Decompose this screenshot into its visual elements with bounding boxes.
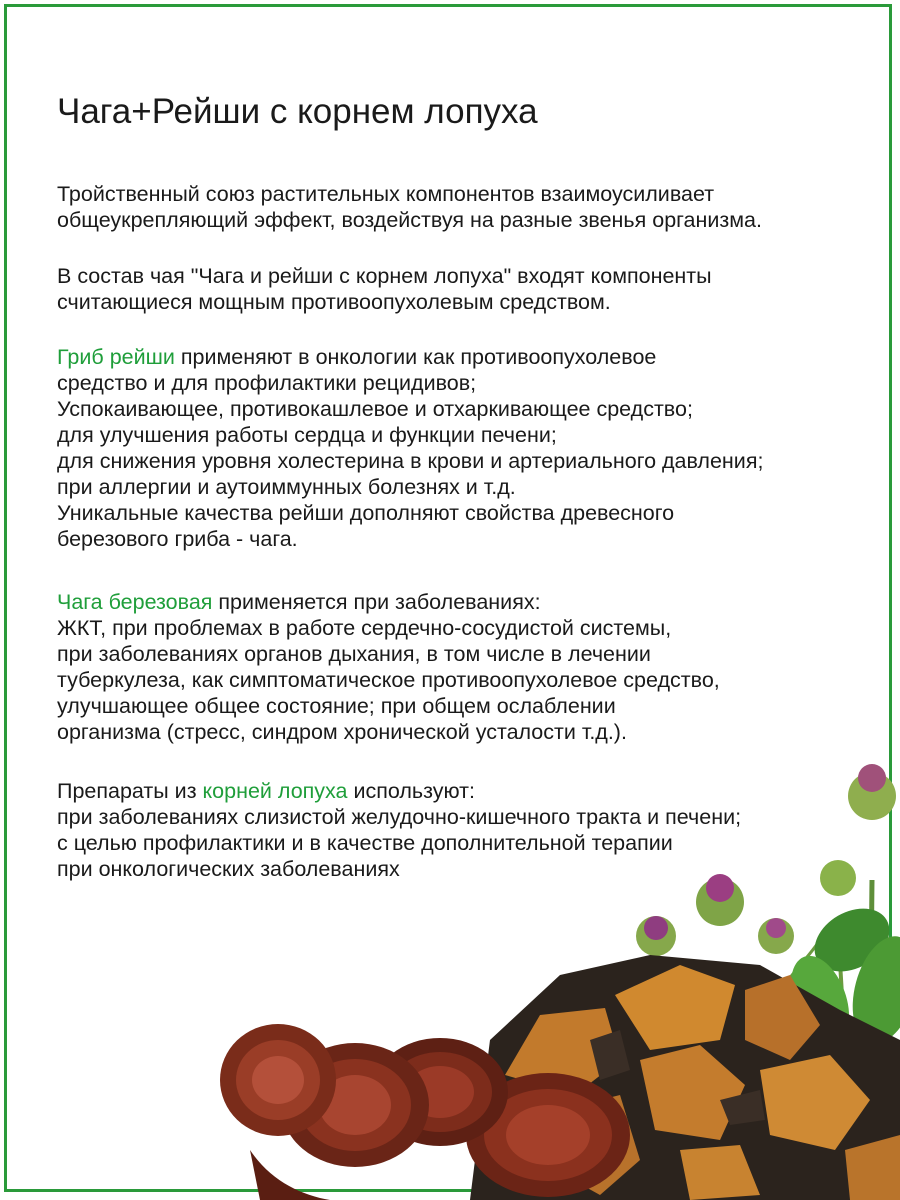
reishi-line: при аллергии и аутоиммунных болезнях и т.д. [57,475,516,499]
reishi-line: средство и для профилактики рецидивов; [57,371,477,395]
burdock-suffix: используют: [347,779,475,803]
reishi-highlight: Гриб рейши [57,345,175,369]
herbs-illustration [0,740,900,1200]
composition-paragraph [57,263,712,315]
composition-line: считающиеся мощным противоопухолевым средством. [57,290,611,314]
burdock-line: при онкологических заболеваниях [57,857,400,881]
chaga-line: организма (стресс, синдром хронической усталости т.д.). [57,720,627,744]
reishi-line: березового гриба - чага. [57,527,298,551]
chaga-line: ЖКТ, при проблемах в работе сердечно-сосудистой системы, [57,616,672,640]
reishi-first-line-rest: применяют в онкологии как противоопухолевое [174,345,657,369]
composition-line: В состав чая "Чага и рейши с корнем лопуха" входят компоненты [57,264,712,288]
chaga-line: туберкулеза, как симптоматическое противоопухолевое средство, [57,668,720,692]
intro-paragraph [57,181,762,233]
burdock-prefix: Препараты из [57,779,203,803]
reishi-line: Успокаивающее, противокашлевое и отхаркивающее средство; [57,397,693,421]
chaga-first-line [57,589,720,615]
burdock-line: с целью профилактики и в качестве дополнительной терапии [57,831,673,855]
chaga-paragraph [57,589,720,745]
chaga-line: улучшающее общее состояние; при общем ослаблении [57,694,616,718]
intro-line: общеукрепляющий эффект, воздействуя на разные звенья организма. [57,208,762,232]
reishi-line: для улучшения работы сердца и функции печени; [57,423,557,447]
chaga-first-line-rest: применяется при заболеваниях: [212,590,541,614]
reishi-line: Уникальные качества рейши дополняют свойства древесного [57,501,675,525]
reishi-first-line [57,344,763,370]
reishi-paragraph [57,344,763,552]
chaga-highlight: Чага березовая [57,590,213,614]
chaga-line: при заболеваниях органов дыхания, в том числе в лечении [57,642,651,666]
burdock-highlight: корней лопуха [202,779,348,803]
burdock-line: при заболеваниях слизистой желудочно-кишечного тракта и печени; [57,805,742,829]
reishi-line: для снижения уровня холестерина в крови и артериального давления; [57,449,764,473]
page-title: Чага+Рейши с корнем лопуха [57,92,538,131]
intro-line: Тройственный союз растительных компонентов взаимоусиливает [57,182,715,206]
